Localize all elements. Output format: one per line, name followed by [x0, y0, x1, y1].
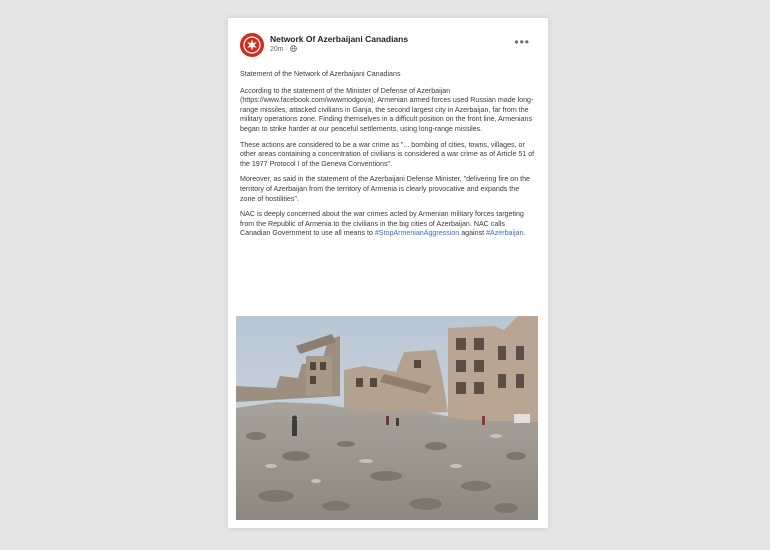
page-avatar[interactable] [240, 33, 264, 57]
photo-illustration [236, 316, 538, 520]
post-text [240, 70, 536, 245]
meta-separator: · [285, 46, 288, 53]
paragraph-2: These actions are considered to be a war crime as "... bombing of cities, towns, villages, or other areas containing a concentration of civilians is considered a war crime as of Article 51 of the 1977 Protocol I of the Geneva Conventions". [240, 140, 535, 168]
nac-logo-icon [243, 36, 261, 54]
facebook-post-card [228, 18, 548, 528]
paragraph-1: According to the statement of the Minister of Defense of Azerbaijan (https://www.facebook.com/wwwmodgova), Armenian armed forces used Russian made long-range missiles, attacked civilians in Ganja, the second largest city in Azerbaijan, far from the military operations zone. Finding themselves in a difficult position on the front line, Armenians began to strike harder at our peaceful settlements, using long-range missiles. [240, 86, 534, 133]
post-header [240, 32, 536, 62]
post-meta [270, 45, 297, 53]
post-timestamp[interactable]: 20m [270, 46, 284, 53]
globe-icon [290, 45, 297, 52]
paragraph-4-text: NAC is deeply concerned about the war crimes acted by Armenian military forces targeting from the Republic of Armenia to the civilians in the big cities of Azerbaijan. NAC calls Canadian Government to use all means to [240, 210, 524, 238]
paragraph-4 [240, 210, 536, 239]
paragraph-4-mid: against [459, 229, 487, 238]
hashtag-azerbaijan[interactable]: #Azerbaijan [486, 229, 524, 238]
hashtag-stop-armenian-aggression[interactable]: #StopArmenianAggression [374, 229, 460, 238]
statement-title: Statement of the Network of Azerbaijani Canadians [240, 70, 401, 78]
paragraph-3: Moreover, as said in the statement of the Azerbaijani Defense Minister, "delivering fire on the territory of Azerbaijan from the territory of Armenia is clearly provocative and expands the zone of hostilities". [240, 175, 530, 203]
paragraph-4-end: . [523, 229, 526, 238]
more-options-icon[interactable]: ••• [514, 35, 530, 49]
post-photo-destroyed-buildings[interactable] [236, 316, 538, 520]
page-name-link[interactable]: Network Of Azerbaijani Canadians [270, 34, 409, 44]
